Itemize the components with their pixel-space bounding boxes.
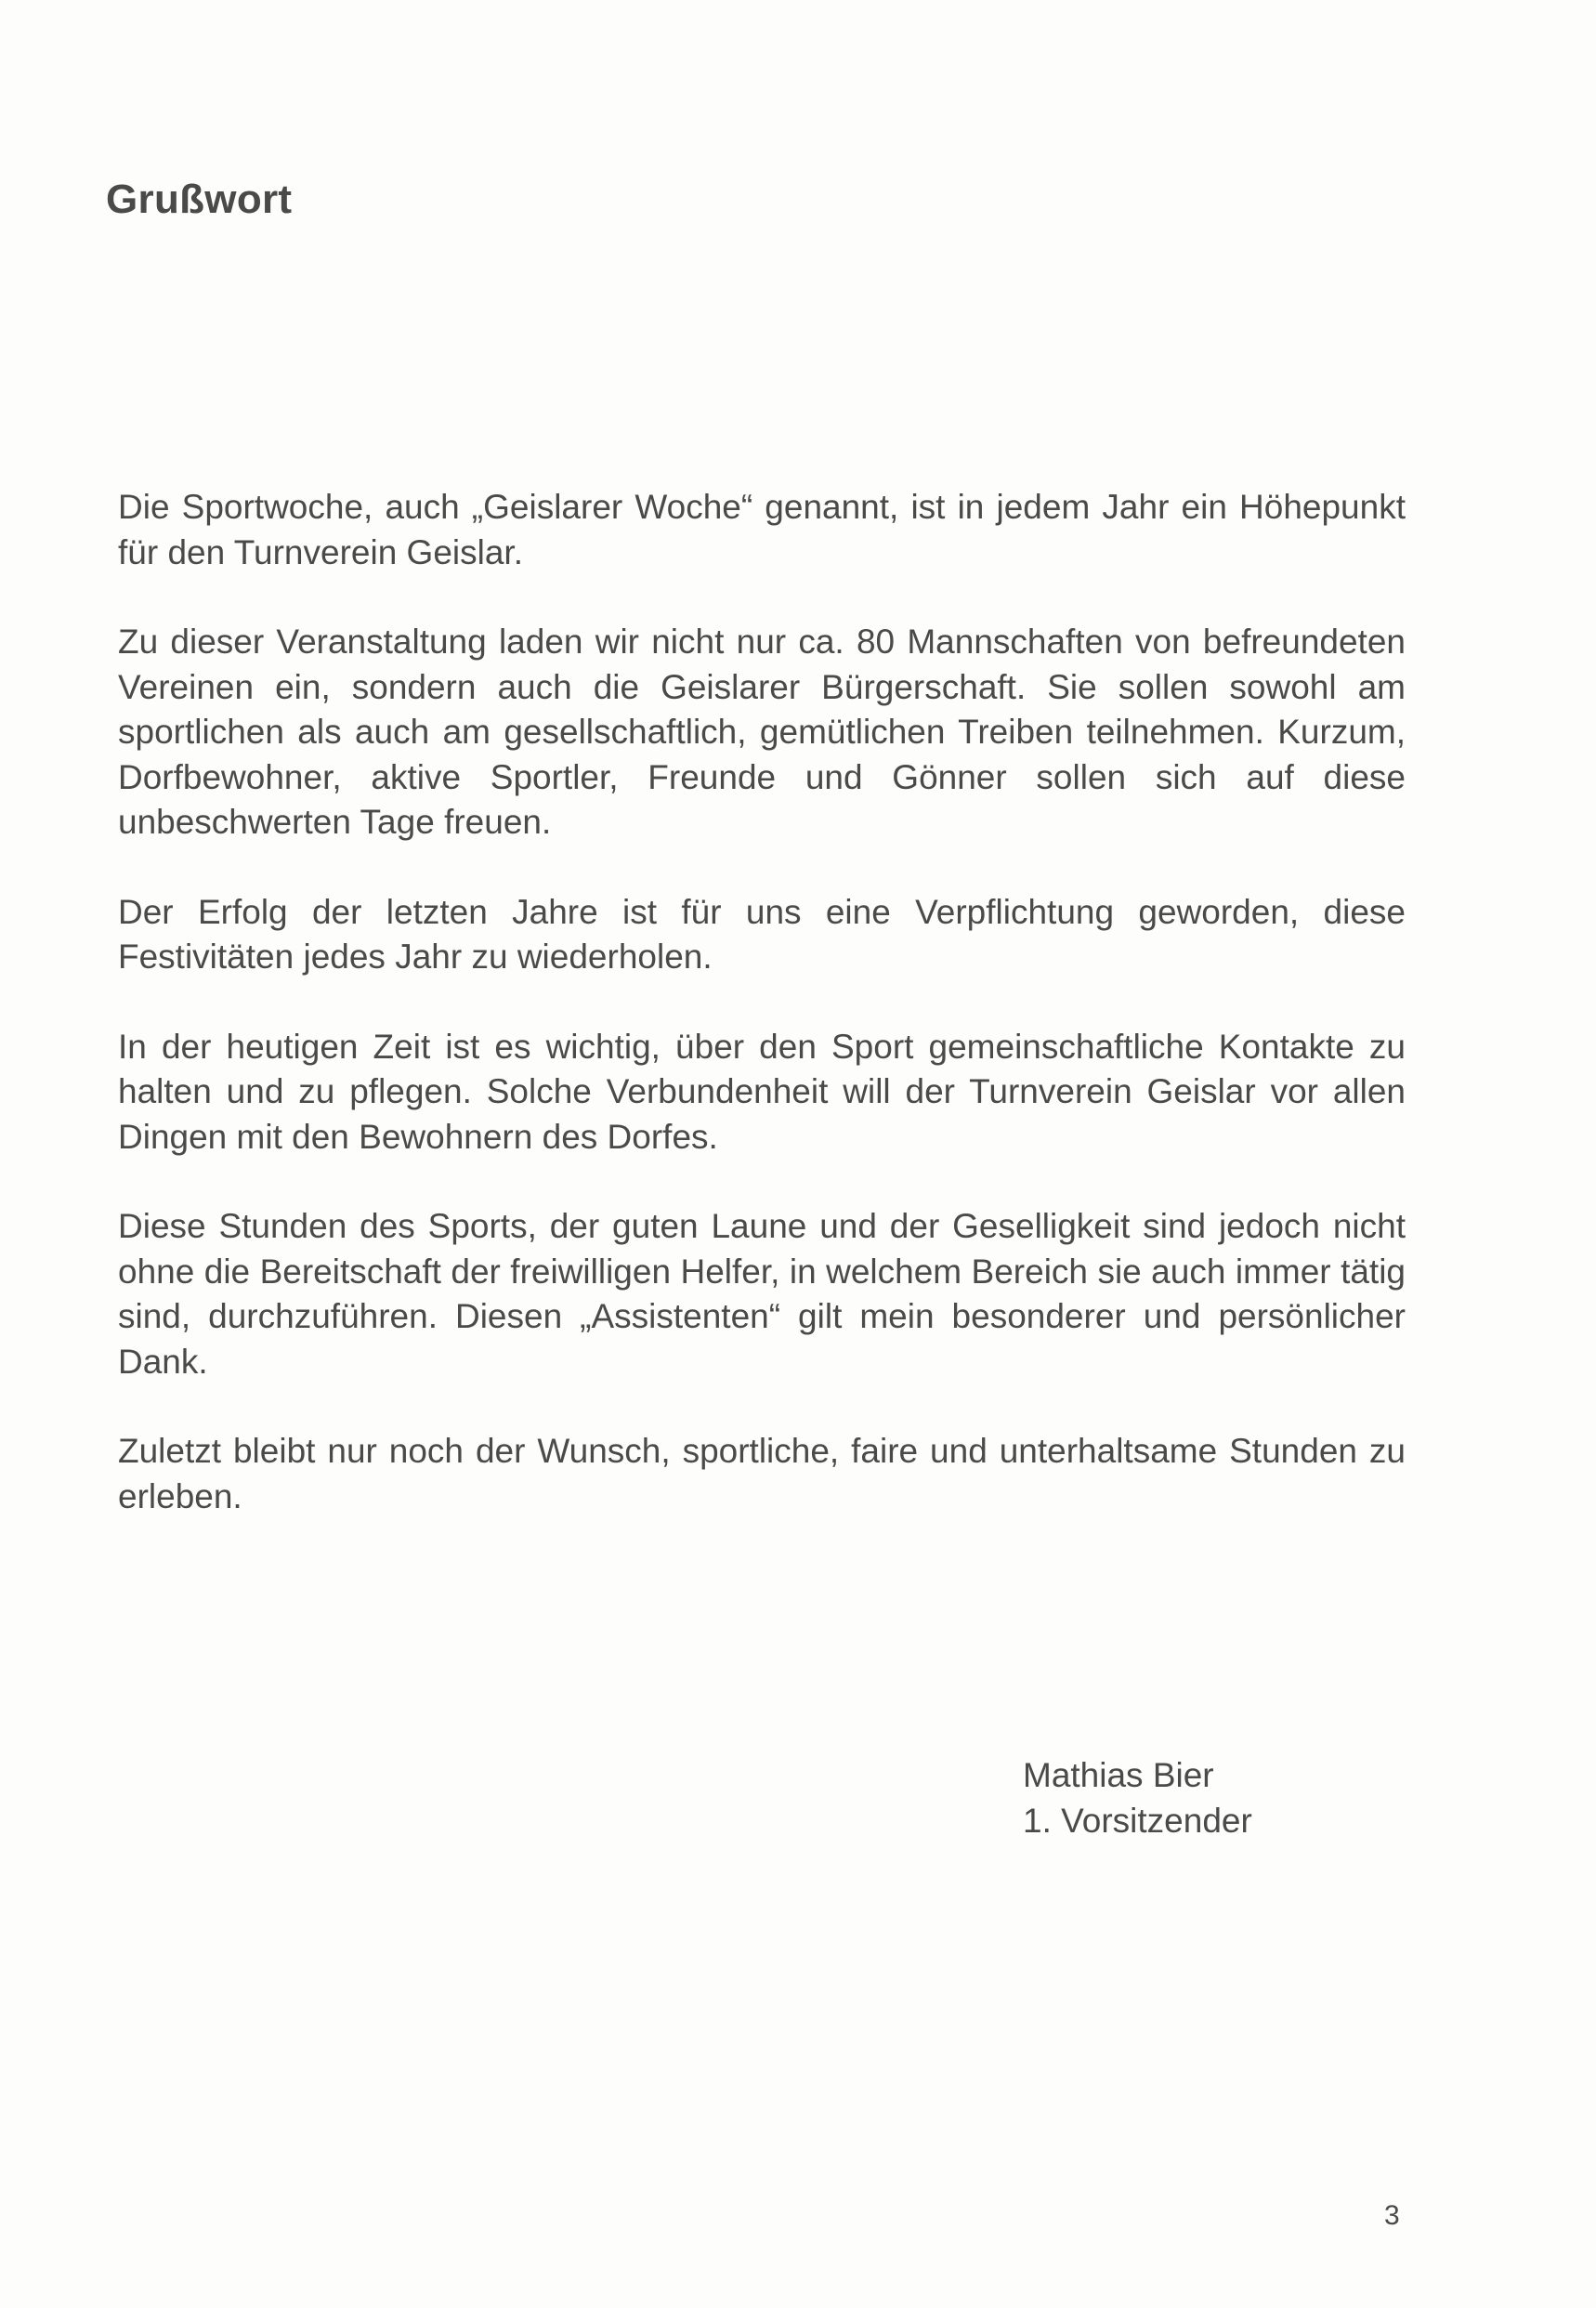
paragraph-invitation: Zu dieser Veranstaltung laden wir nicht nur ca. 80 Mannschaften von befreundeten Vereinen ein, sondern auch die Geislarer Bürgerschaft. Sie sollen sowohl am sportlichen als auch am gesellschaftlich, gemütlichen Treiben teilnehmen. Kurzum, Dorfbewohner, aktive Sportler, Freunde und Gönner sollen sich auf diese unbeschwerten Tage freuen.	[118, 623, 1406, 841]
paragraph-success: Der Erfolg der letzten Jahre ist für uns eine Verpflichtung geworden, diese Festivitäten jedes Jahr zu wiederholen.	[118, 892, 1406, 976]
page-number: 3	[1384, 2200, 1400, 2231]
page-title: Grußwort	[106, 177, 293, 222]
letter-body	[118, 485, 1406, 1564]
signature-role: 1. Vorsitzender	[1023, 1802, 1252, 1840]
paragraph-community: In der heutigen Zeit ist es wichtig, über den Sport gemeinschaftliche Kontakte zu halten und zu pflegen. Solche Verbundenheit will der Turnverein Geislar vor allen Dingen mit den Bewohnern des Dorfes.	[118, 1027, 1406, 1156]
paragraph-thanks: Diese Stunden des Sports, der guten Laune und der Geselligkeit sind jedoch nicht ohne die Bereitschaft der freiwilligen Helfer, in welchem Bereich sie auch immer tätig sind, durchzuführen. Diesen „Assistenten“ gilt mein besonderer und persönlicher Dank.	[118, 1207, 1406, 1381]
paragraph-intro: Die Sportwoche, auch „Geislarer Woche“ genannt, ist in jedem Jahr ein Höhepunkt für den Turnverein Geislar.	[118, 488, 1406, 571]
signature-name: Mathias Bier	[1023, 1756, 1214, 1794]
paragraph-closing: Zuletzt bleibt nur noch der Wunsch, sportliche, faire und unterhaltsame Stunden zu erleben.	[118, 1432, 1406, 1515]
signature-block	[1023, 1752, 1252, 1843]
